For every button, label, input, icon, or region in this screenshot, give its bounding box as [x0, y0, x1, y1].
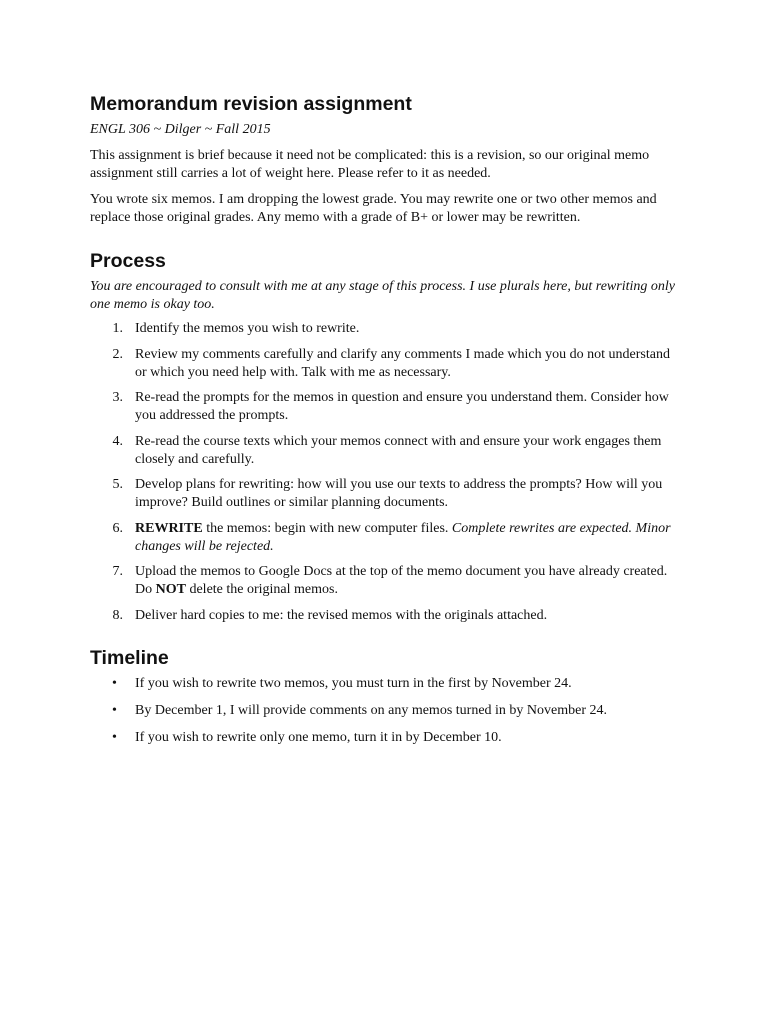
step-number: 1.: [112, 321, 123, 336]
step-text-tail: delete the original memos.: [185, 582, 338, 597]
process-step: [90, 346, 678, 382]
process-step: [90, 607, 678, 625]
timeline-item: [90, 675, 678, 693]
process-intro: You are encouraged to consult with me at any stage of this process. I use plurals here, but rewriting only one memo is okay too.: [90, 279, 675, 312]
timeline-text: By December 1, I will provide comments on any memos turned in by November 24.: [135, 702, 608, 718]
timeline-item: [90, 729, 678, 747]
step-italic-note: Complete rewrites are expected. Minor changes will be rejected.: [135, 520, 671, 554]
step-number: 2.: [112, 346, 123, 362]
process-step: [90, 563, 678, 599]
bullet-icon: •: [112, 675, 117, 691]
step-number: 3.: [112, 390, 123, 405]
step-number: 8.: [112, 607, 123, 623]
process-step: [90, 476, 678, 512]
step-number: 7.: [112, 564, 123, 579]
timeline-text: If you wish to rewrite two memos, you must turn in the first by November 24.: [135, 675, 572, 691]
timeline-list: [90, 675, 678, 747]
process-steps-list: [90, 320, 678, 625]
step-text: Identify the memos you wish to rewrite.: [135, 321, 360, 336]
process-step: [90, 433, 678, 469]
timeline-item: [90, 702, 678, 720]
step-emphasis: NOT: [155, 582, 186, 597]
step-number: 5.: [112, 477, 123, 492]
document-title: Memorandum revision assignment: [90, 93, 412, 115]
intro-paragraph-2: You wrote six memos. I am dropping the lowest grade. You may rewrite one or two other memos and replace those original grades. Any memo with a grade of B+ or lower may be rewritten.: [90, 192, 657, 225]
step-text: the memos: begin with new computer files.: [202, 520, 452, 536]
step-text: Review my comments carefully and clarify any comments I made which you do not understand or which you need help with. Talk with me as necessary.: [135, 346, 670, 380]
bullet-icon: •: [112, 702, 117, 718]
step-text: Re-read the prompts for the memos in question and ensure you understand them. Consider how you addressed the prompts.: [135, 390, 669, 423]
timeline-heading: Timeline: [90, 646, 169, 669]
step-emphasis: REWRITE: [135, 520, 203, 536]
step-text: Re-read the course texts which your memos connect with and ensure your work engages them closely and carefully.: [135, 433, 662, 467]
step-number: 4.: [112, 433, 123, 449]
course-subtitle: ENGL 306 ~ Dilger ~ Fall 2015: [90, 122, 271, 137]
step-number: 6.: [112, 520, 123, 536]
process-step: [90, 320, 678, 338]
step-text: Develop plans for rewriting: how will you use our texts to address the prompts? How will you improve? Build outlines or similar planning documents.: [135, 477, 663, 510]
process-heading: Process: [90, 250, 166, 272]
step-text: Upload the memos to Google Docs at the top of the memo document you have already created. Do: [135, 564, 668, 597]
intro-paragraph-1: This assignment is brief because it need not be complicated: this is a revision, so our original memo assignment still carries a lot of weight here. Please refer to it as needed.: [90, 148, 650, 181]
process-step: [90, 520, 678, 556]
process-step: [90, 389, 678, 425]
bullet-icon: •: [112, 729, 117, 745]
step-text: Deliver hard copies to me: the revised memos with the originals attached.: [135, 607, 548, 623]
timeline-text: If you wish to rewrite only one memo, turn it in by December 10.: [135, 729, 502, 745]
